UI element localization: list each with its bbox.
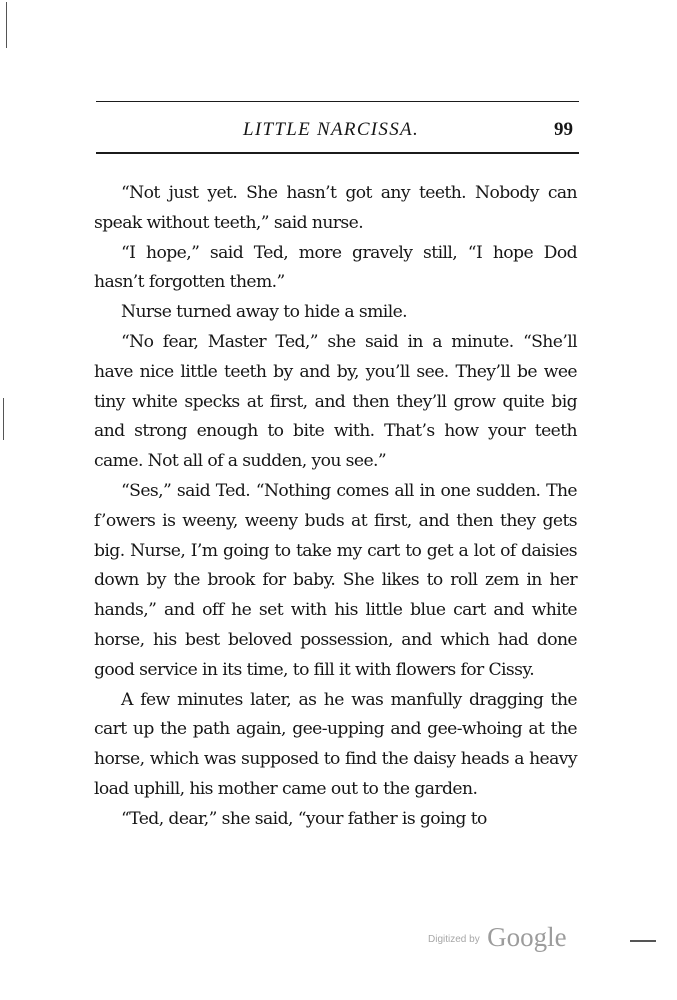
header-rule-top	[96, 101, 579, 102]
header-rule-bottom	[96, 152, 579, 154]
running-title: LITTLE NARCISSA.	[243, 119, 419, 140]
watermark-brand: Google	[487, 922, 567, 952]
page-number: 99	[554, 119, 573, 140]
scan-edge-mark	[3, 398, 4, 440]
watermark-prefix: Digitized by	[428, 934, 480, 945]
paragraph: “No fear, Master Ted,” she said in a minute. “She’ll have nice little teeth by and by, you’ll see. They’ll be wee tiny white specks at first, and then they’ll grow quite big and strong enough to bite with. That’s how your teeth came. Not all of a sudden, you see.”	[94, 331, 577, 472]
paragraph: “I hope,” said Ted, more gravely still, “I hope Dod hasn’t forgotten them.”	[94, 242, 577, 293]
paragraph: Nurse turned away to hide a smile.	[121, 302, 408, 323]
paragraph: “Ted, dear,” she said, “your father is going to	[121, 808, 487, 829]
paragraph: “Not just yet. She hasn’t got any teeth. Nobody can speak without teeth,” said nurse.	[94, 183, 577, 233]
digitized-watermark	[428, 922, 567, 953]
paragraph: A few minutes later, as he was manfully dragging the cart up the path again, gee-upping and gee-whoing at the horse, which was supposed to find the daisy heads a heavy load uphill, his mother came out to the garden.	[94, 689, 577, 799]
scan-edge-mark	[6, 2, 7, 48]
paragraph: “Ses,” said Ted. “Nothing comes all in one sudden. The f’owers is weeny, weeny buds at first, and then they gets big. Nurse, I’m going to take my cart to get a lot of daisies down by the brook for baby. She likes to roll zem in her hands,” and off he set with his little blue cart and white horse, his best beloved possession, and which had done good service in its time, to fill it with flowers for Cissy.	[94, 480, 577, 680]
scan-edge-mark	[630, 940, 656, 942]
body-text	[94, 179, 577, 835]
